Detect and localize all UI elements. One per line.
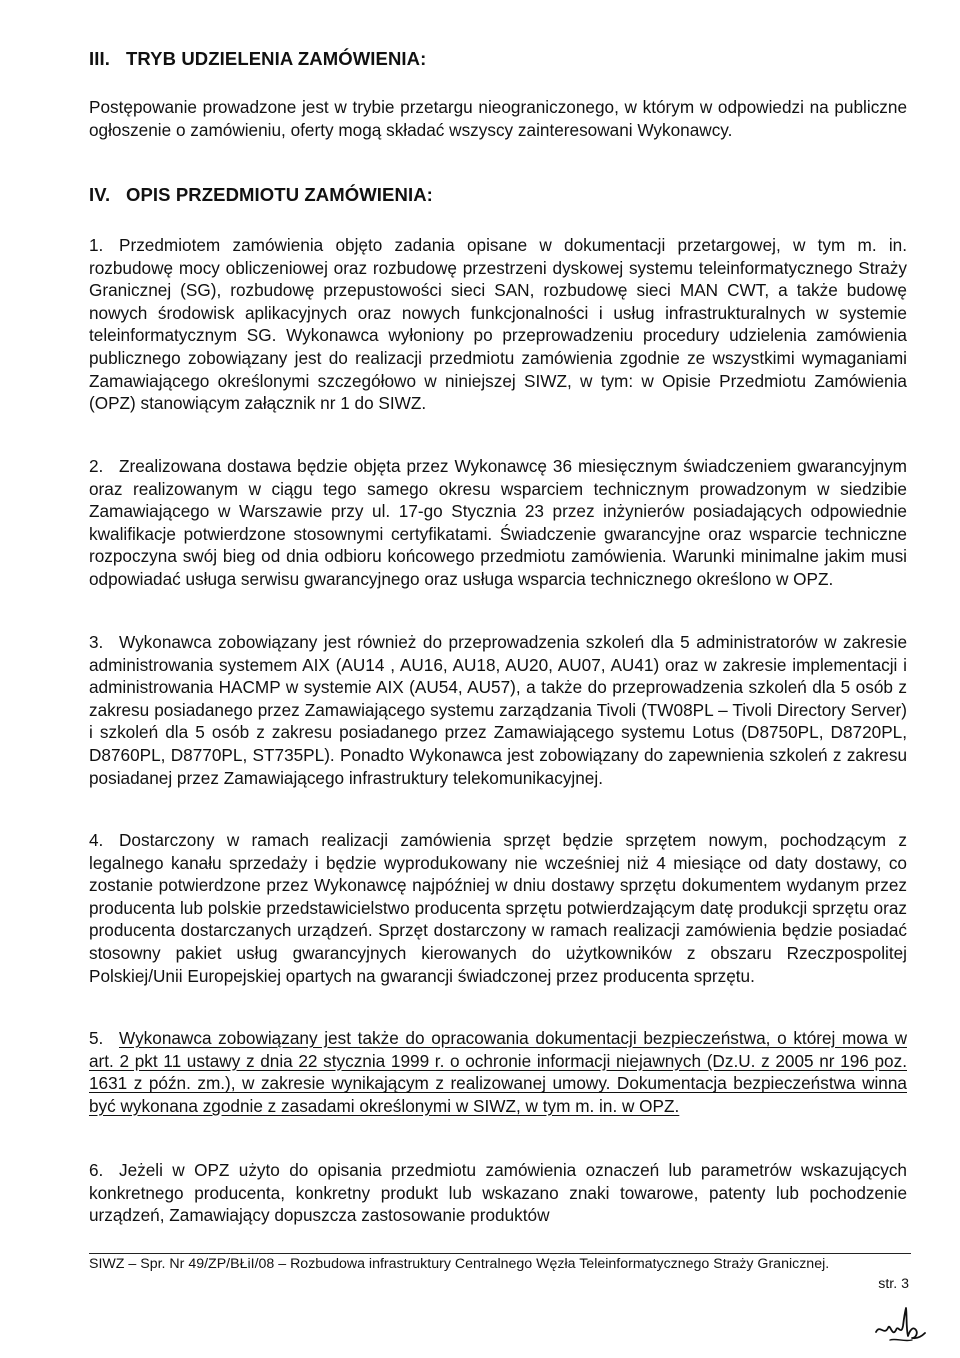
point-6 bbox=[89, 1159, 907, 1227]
point-text: Zrealizowana dostawa będzie objęta przez Wykonawcę 36 miesięcznym świadczeniem gwarancyjnym oraz realizowanym w ciągu tego samego okresu wsparciem technicznym prowadzonym w siedzibie Zamawiającego w Warszawie przy ul. 17-go Stycznia 23 przez inżynierów posiadających odpowiednie kwalifikacje potwierdzone stosownymi certyfikatami. Świadczenie gwarancyjne oraz wsparcie techniczne rozpoczyna swój bieg od dnia odbioru końcowego przedmiotu zamówienia. Warunki minimalne jakim musi odpowiadać usługa serwisu gwarancyjnego oraz usługa wsparcia technicznego określono w OPZ. bbox=[89, 456, 907, 589]
point-number: 3. bbox=[89, 632, 104, 652]
point-4 bbox=[89, 829, 907, 987]
footer-divider bbox=[89, 1253, 911, 1254]
point-text: Jeżeli w OPZ użyto do opisania przedmiotu zamówienia oznaczeń lub parametrów wskazujących konkretnego producenta, konkretny produkt lub wskazano znaki towarowe, patenty lub pochodzenie urządzeń, Zamawiający dopuszcza zastosowanie produktów bbox=[89, 1160, 907, 1226]
point-1 bbox=[89, 234, 907, 415]
point-3 bbox=[89, 631, 907, 789]
section-title: TRYB UDZIELENIA ZAMÓWIENIA: bbox=[126, 48, 427, 69]
point-5 bbox=[89, 1027, 907, 1117]
footer-text: SIWZ – Spr. Nr 49/ZP/BŁiI/08 – Rozbudowa infrastruktury Centralnego Węzła Teleinformatycznego Straży Granicznej. bbox=[89, 1256, 830, 1272]
point-2 bbox=[89, 455, 907, 591]
point-number: 4. bbox=[89, 830, 104, 850]
point-text: Wykonawca zobowiązany jest również do przeprowadzenia szkoleń dla 5 administratorów w zakresie administrowania systemem AIX (AU14 , AU16, AU18, AU20, AU07, AU41) oraz w zakresie implementacji i administrowania HACMP w systemie AIX (AU54, AU57), a także do przeprowadzenia szkoleń dla 5 osób z zakresu posiadanego przez Zamawiającego systemu zarządzania Tivoli (TW08PL – Tivoli Directory Server) i szkoleń dla 5 osób z zakresu posiadanego przez Zamawiającego systemu Lotus (D8750PL, D8720PL, D8760PL, D8770PL, ST735PL). Ponadto Wykonawca jest zobowiązany do zapewnienia szkoleń z zakresu posiadanej przez Zamawiającego infrastruktury telekomunikacyjnej. bbox=[89, 632, 907, 788]
section-heading-iii bbox=[89, 48, 426, 70]
point-text: Wykonawca zobowiązany jest także do opracowania dokumentacji bezpieczeństwa, o której mowa w art. 2 pkt 11 ustawy z dnia 22 stycznia 1999 r. o ochronie informacji niejawnych (Dz.U. z 2005 nr 196 poz. 1631 z późn. zm.), w zakresie wynikającym z realizowanej umowy. Dokumentacja bezpieczeństwa winna być wykonana zgodnie z zasadami określonymi w SIWZ, w tym m. in. w OPZ. bbox=[89, 1028, 907, 1116]
point-number: 6. bbox=[89, 1160, 104, 1180]
section-iii-paragraph: Postępowanie prowadzone jest w trybie przetargu nieograniczonego, w którym w odpowiedzi na publiczne ogłoszenie o zamówieniu, oferty mogą składać wszyscy zainteresowani Wykonawcy. bbox=[89, 97, 907, 140]
point-text: Dostarczony w ramach realizacji zamówienia sprzęt będzie sprzętem nowym, pochodzącym z legalnego kanału sprzedaży i będzie wyprodukowany nie wcześniej niż 4 miesiące od daty dostawy, co zostanie potwierdzone przez Wykonawcę najpóźniej w dniu dostawy sprzętu dokumentem wydanym przez producenta lub polskie przedstawicielstwo producenta sprzętu potwierdzającym datę produkcji sprzętu oraz producenta dostarczanych urządzeń. Sprzęt dostarczony w ramach realizacji zamówienia będzie posiadać stosowny pakiet usług gwarancyjnych kierowanych do użytkowników z obszaru Rzeczpospolitej Polskiej/Unii Europejskiej opartych na gwarancji świadczonej przez producenta sprzętu. bbox=[89, 830, 907, 986]
section-title: OPIS PRZEDMIOTU ZAMÓWIENIA: bbox=[126, 184, 433, 205]
section-number: III. bbox=[89, 48, 110, 69]
section-number: IV. bbox=[89, 184, 111, 205]
section-heading-iv bbox=[89, 184, 433, 206]
point-number: 2. bbox=[89, 456, 104, 476]
page-number: str. 3 bbox=[878, 1276, 909, 1292]
handwritten-initials-mark bbox=[872, 1302, 928, 1350]
point-number: 5. bbox=[89, 1028, 104, 1048]
point-text: Przedmiotem zamówienia objęto zadania opisane w dokumentacji przetargowej, w tym m. in. rozbudowę mocy obliczeniowej oraz rozbudowę przestrzeni dyskowej systemu teleinformatycznego Straży Granicznej (SG), rozbudowę przepustowości sieci SAN, rozbudowę sieci MAN CWT, a także budowę nowych środowisk aplikacyjnych oraz nowych funkcjonalności i usług infrastrukturalnych w systemie teleinformatycznym SG. Wykonawca wyłoniony po przeprowadzeniu procedury udzielenia zamówienia publicznego zobowiązany jest do realizacji przedmiotu zamówienia zgodnie ze wszystkimi wymaganiami Zamawiającego określonymi szczegółowo w niniejszej SIWZ, w tym: w Opisie Przedmiotu Zamówienia (OPZ) stanowiącym załącznik nr 1 do SIWZ. bbox=[89, 235, 907, 414]
point-number: 1. bbox=[89, 235, 104, 255]
